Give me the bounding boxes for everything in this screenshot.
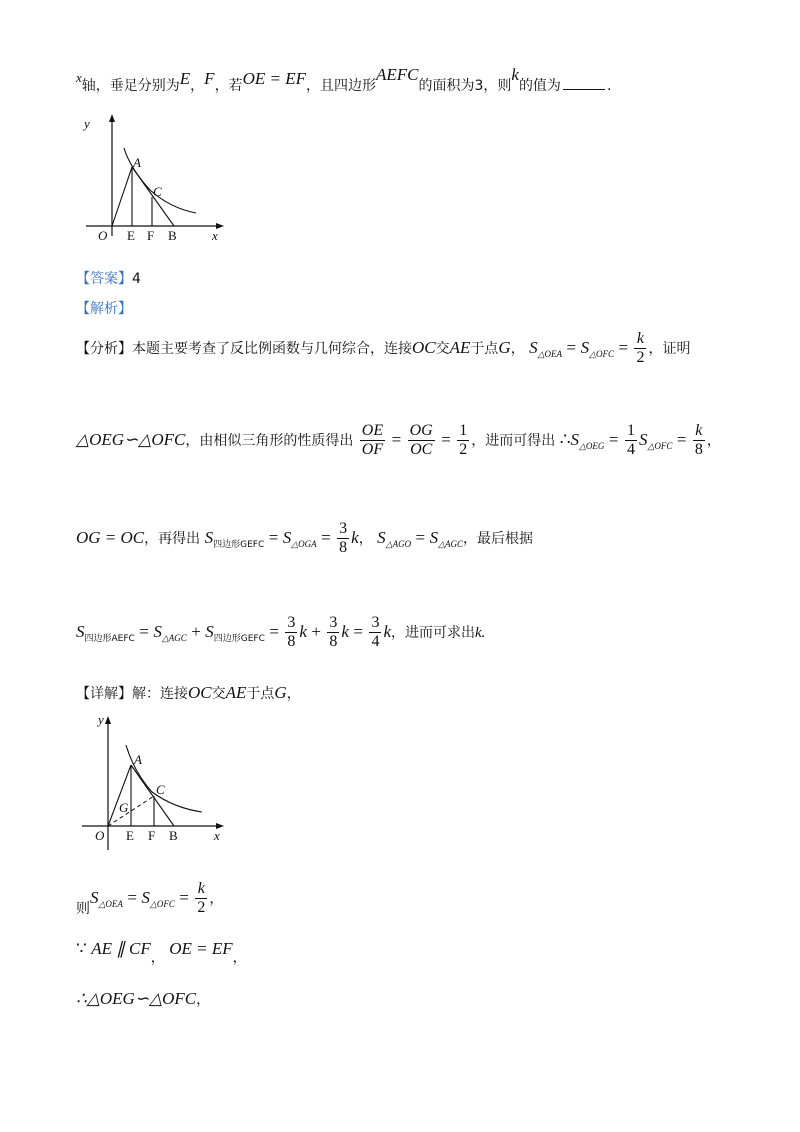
fraction-k-2: $\frac{k}{2}$ [636,330,645,367]
analysis-line-3: OG = OC，再得出 $S_{四边形GEFC} = S_{\triangle OGA}$ = $\frac{3}{8}$ k， $S_{\triangle AGO} = S_{\triangle AGC}$，最后根据 [76,520,533,557]
analysis-label-line [76,302,132,316]
x-symbol: x [76,70,82,85]
svg-text:O: O [95,828,105,843]
svg-text:G: G [119,800,129,815]
step-3: ∴△OEG∽△OFC， [76,989,211,1008]
point-e: E [127,228,135,243]
answer-label: 【答案】 [76,271,132,287]
point-f: F [147,228,155,243]
point-a: A [133,155,141,170]
svg-text:C: C [156,782,165,797]
y-label: y [84,116,90,131]
answer-blank [563,89,605,90]
step-1: 则$S_{\triangle OEA} = S_{\triangle OFC}$ = $\frac{k}{2}$ ， [76,880,224,917]
figure-1 [78,112,228,247]
svg-text:x: x [214,828,220,843]
analysis-line-1: 【分析】本题主要考查了反比例函数与几何综合，连接OC交AE于点G， $S_{\triangle OEA} = S_{\triangle OFC}$ = $\frac{k}{2}$ ，证明 [76,330,691,367]
condition-oe-ef: OE = EF [242,69,306,88]
svg-text:F: F [148,828,156,843]
answer-line [76,272,141,286]
svg-text:E: E [126,828,134,843]
point-c: C [153,184,162,199]
analysis-line-4: $S_{四边形AEFC} = S_{\triangle AGC} + S_{四边形GEFC}$ = $\frac{3}{8}$ k + $\frac{3}{8}$ k = $\frac{3}{4}$ k，进而可求出k. [76,614,486,651]
point-o: O [98,228,108,243]
point-b: B [168,228,177,243]
quad-aefc: AEFC [375,65,419,84]
answer-value: 4 [132,271,141,287]
svg-text:B: B [169,828,178,843]
svg-text:y: y [98,712,104,727]
question-line: x轴，垂足分别为E，F，若OE = EF，且四边形AEFC的面积为3，则k的值为 . [76,65,612,94]
svg-text:A: A [134,752,142,767]
detail-line: 【详解】解：连接OC交AE于点G， [76,683,301,702]
analysis-line-2: △OEG∽△OFC，由相似三角形的性质得出 $\frac{OE}{OF}$ = $\frac{OG}{OC}$ = $\frac{1}{2}$ ，进而可得出 $\therefore S_{\triangle OEG}$ = $\frac{1}{4}$ $S_{\triangle OFC}$ = $\frac{k}{8}$ ， [76,422,721,459]
analysis-label: 【解析】 [76,301,132,317]
x-label: x [212,228,218,243]
step-2: ∵ AE ∥ CF， OE = EF， [76,939,247,966]
detail-label: 【详解】 [76,686,132,702]
figure-2 [78,712,228,852]
